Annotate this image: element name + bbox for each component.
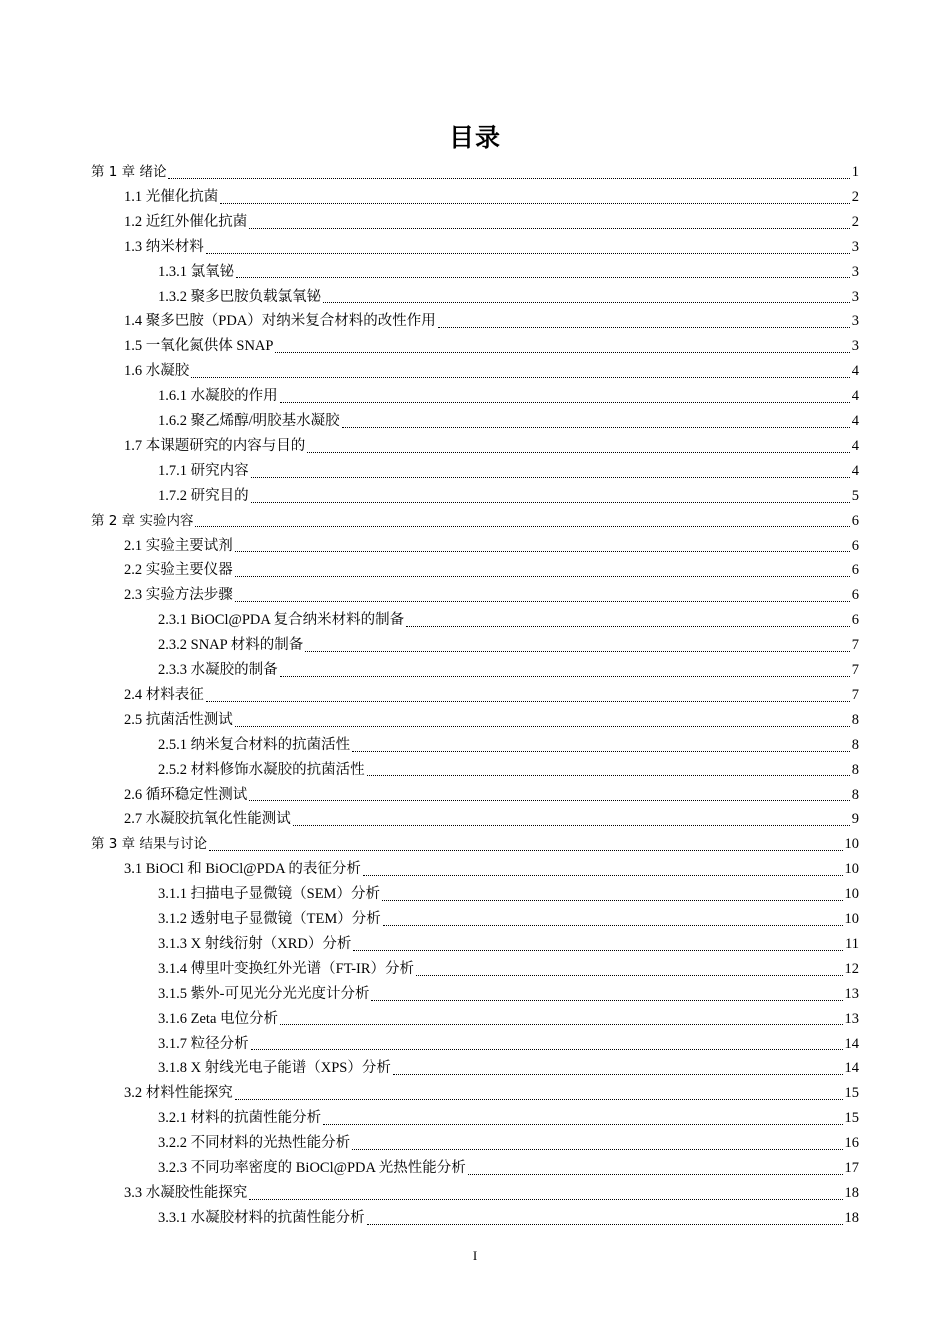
toc-entry[interactable]: [158, 1156, 859, 1181]
toc-entry-label: 1.3.2 聚多巴胺负载氯氧铋: [158, 288, 322, 305]
toc-entry-page: 10: [844, 836, 859, 853]
toc-entry-label: 2.3.1 BiOCl@PDA 复合纳米材料的制备: [158, 612, 405, 629]
toc-dot-leader: [206, 253, 850, 254]
toc-entry[interactable]: [158, 633, 859, 658]
toc-entry-page: 7: [851, 637, 859, 654]
toc-entry-page: 11: [845, 935, 859, 952]
toc-dot-leader: [191, 377, 850, 378]
toc-entry-page: 4: [851, 462, 859, 479]
toc-dot-leader: [468, 1174, 843, 1175]
toc-entry-label: 1.6.1 水凝胶的作用: [158, 388, 278, 405]
toc-entry-label: 3.1.5 紫外-可见光分光光度计分析: [158, 985, 370, 1002]
toc-entry-page: 8: [851, 711, 859, 728]
toc-dot-leader: [352, 1149, 842, 1150]
toc-entry-page: 6: [851, 587, 859, 604]
toc-entry-label: 3.2.2 不同材料的光热性能分析: [158, 1135, 351, 1152]
toc-entry-label: 2.5 抗菌活性测试: [124, 711, 233, 728]
toc-entry-page: 6: [851, 612, 859, 629]
toc-entry-page: 3: [851, 288, 859, 305]
toc-dot-leader: [195, 526, 849, 527]
toc-entry[interactable]: [124, 359, 859, 384]
toc-entry-page: 7: [851, 686, 859, 703]
toc-dot-leader: [383, 925, 843, 926]
toc-entry-label: 3.1.8 X 射线光电子能谱（XPS）分析: [158, 1060, 391, 1077]
toc-entry[interactable]: [158, 608, 859, 633]
toc-entry-label: 3.1.2 透射电子显微镜（TEM）分析: [158, 911, 381, 927]
toc-entry-page: 4: [851, 413, 859, 429]
toc-dot-leader: [342, 427, 850, 428]
toc-entry-label: 2.5.1 纳米复合材料的抗菌活性: [158, 736, 351, 753]
toc-entry-label: 1.1 光催化抗菌: [124, 188, 219, 205]
toc-entry-label: 3.1.3 X 射线衍射（XRD）分析: [158, 935, 352, 952]
toc-entry-label: 2.2 实验主要仪器: [124, 562, 233, 579]
toc-entry-label: 2.5.2 材料修饰水凝胶的抗菌活性: [158, 761, 365, 778]
toc-entry[interactable]: [124, 583, 859, 608]
toc-dot-leader: [367, 1224, 843, 1225]
toc-entry[interactable]: [158, 409, 859, 434]
footer-page-number: I: [472, 1248, 478, 1263]
toc-entry-label: 1.7 本课题研究的内容与目的: [124, 437, 306, 454]
toc-entry[interactable]: [124, 708, 859, 733]
toc-entry-label: 第 3 章 结果与讨论: [91, 836, 207, 853]
toc-entry-page: 13: [844, 985, 859, 1002]
toc-dot-leader: [363, 875, 843, 876]
toc-entry-label: 2.7 水凝胶抗氧化性能测试: [124, 811, 291, 828]
toc-entry[interactable]: [158, 1056, 859, 1081]
toc-entry-page: 3: [851, 313, 859, 330]
toc-entry[interactable]: [91, 832, 859, 857]
toc-dot-leader: [209, 850, 843, 851]
toc-dot-leader: [249, 228, 850, 229]
toc-entry-page: 13: [844, 1010, 859, 1027]
toc-entry-page: 6: [851, 537, 859, 554]
toc-entry-label: 2.3.3 水凝胶的制备: [158, 662, 278, 678]
toc-entry-label: 2.4 材料表征: [124, 686, 204, 703]
toc-entry[interactable]: [158, 957, 859, 982]
toc-entry-page: 4: [851, 388, 859, 405]
toc-entry-label: 2.6 循环稳定性测试: [124, 786, 248, 803]
toc-entry-page: 12: [844, 960, 859, 977]
toc-entry[interactable]: [124, 434, 859, 459]
toc-entry-label: 3.3 水凝胶性能探究: [124, 1184, 248, 1201]
toc-dot-leader: [382, 900, 843, 901]
toc-entry[interactable]: [158, 1106, 859, 1131]
toc-dot-leader: [235, 726, 850, 727]
toc-entry[interactable]: [158, 459, 859, 484]
toc-dot-leader: [251, 1049, 843, 1050]
toc-entry[interactable]: [124, 558, 859, 583]
toc-entry-label: 1.6 水凝胶: [124, 363, 190, 380]
toc-entry[interactable]: [124, 1181, 859, 1206]
toc-entry-label: 1.2 近红外催化抗菌: [124, 213, 248, 230]
toc-entry[interactable]: [158, 1032, 859, 1057]
toc-entry[interactable]: [158, 384, 859, 409]
toc-entry-label: 1.6.2 聚乙烯醇/明胶基水凝胶: [158, 413, 340, 429]
toc-entry-page: 3: [851, 238, 859, 255]
toc-entry[interactable]: [158, 658, 859, 683]
toc-entry-page: 10: [844, 911, 859, 927]
toc-entry-page: 7: [851, 662, 859, 678]
toc-entry-label: 1.4 聚多巴胺（PDA）对纳米复合材料的改性作用: [124, 313, 436, 330]
toc-entry[interactable]: [158, 1007, 859, 1032]
toc-dot-leader: [353, 950, 843, 951]
toc-entry-label: 3.1.1 扫描电子显微镜（SEM）分析: [158, 886, 380, 903]
toc-entry-label: 2.1 实验主要试剂: [124, 537, 233, 554]
toc-entry-label: 1.7.2 研究目的: [158, 487, 249, 504]
toc-dot-leader: [275, 352, 849, 353]
toc-entry[interactable]: [158, 1131, 859, 1156]
toc-dot-leader: [235, 1099, 843, 1100]
toc-entry-page: 18: [844, 1209, 859, 1226]
toc-entry-page: 16: [844, 1135, 859, 1152]
toc-entry[interactable]: [124, 857, 859, 882]
toc-entry-page: 6: [851, 562, 859, 579]
toc-entry-page: 8: [851, 786, 859, 803]
toc-entry-label: 3.3.1 水凝胶材料的抗菌性能分析: [158, 1209, 365, 1226]
toc-entry-page: 8: [851, 761, 859, 778]
toc-entry-label: 1.5 一氧化氮供体 SNAP: [124, 338, 274, 355]
toc-entry[interactable]: [158, 484, 859, 509]
toc-entry-page: 10: [844, 886, 859, 903]
toc-dot-leader: [249, 800, 850, 801]
toc-entry[interactable]: [158, 260, 859, 285]
toc-dot-leader: [323, 302, 850, 303]
toc-entry-page: 3: [851, 338, 859, 355]
toc-dot-leader: [251, 477, 850, 478]
toc-entry-page: 14: [844, 1035, 859, 1052]
toc-entry-page: 1: [851, 164, 859, 180]
toc-entry[interactable]: [158, 733, 859, 758]
toc-dot-leader: [235, 576, 850, 577]
toc-dot-leader: [235, 551, 850, 552]
toc-entry[interactable]: [158, 882, 859, 907]
toc-entry[interactable]: [158, 932, 859, 957]
toc-entry[interactable]: [158, 907, 859, 932]
toc-entry-page: 14: [844, 1060, 859, 1077]
toc-dot-leader: [249, 1199, 842, 1200]
toc-entry-page: 2: [851, 188, 859, 205]
toc-dot-leader: [220, 203, 850, 204]
toc-entry[interactable]: [124, 683, 859, 708]
toc-entry-page: 9: [851, 811, 859, 828]
toc-dot-leader: [235, 601, 850, 602]
toc-entry[interactable]: [124, 235, 859, 260]
toc-dot-leader: [438, 327, 850, 328]
toc-entry-label: 3.2.3 不同功率密度的 BiOCl@PDA 光热性能分析: [158, 1160, 466, 1176]
toc-entry-label: 3.1.6 Zeta 电位分析: [158, 1010, 279, 1027]
toc-dot-leader: [371, 1000, 842, 1001]
toc-entry-page: 17: [844, 1160, 859, 1176]
toc-entry[interactable]: [158, 982, 859, 1007]
toc-entry-label: 3.1.4 傅里叶变换红外光谱（FT-IR）分析: [158, 960, 415, 977]
toc-dot-leader: [323, 1124, 842, 1125]
toc-entry-label: 1.3.1 氯氧铋: [158, 263, 235, 280]
toc-entry-label: 2.3.2 SNAP 材料的制备: [158, 637, 304, 654]
toc-dot-leader: [280, 676, 850, 677]
toc-entry[interactable]: [124, 534, 859, 559]
toc-dot-leader: [236, 277, 850, 278]
toc-entry-page: 18: [844, 1184, 859, 1201]
toc-dot-leader: [280, 1024, 842, 1025]
toc-dot-leader: [367, 775, 850, 776]
toc-dot-leader: [251, 502, 850, 503]
toc-dot-leader: [206, 701, 850, 702]
toc-dot-leader: [352, 751, 850, 752]
toc-entry[interactable]: [124, 210, 859, 235]
toc-entry-label: 1.3 纳米材料: [124, 238, 204, 255]
toc-entry-page: 15: [844, 1110, 859, 1127]
toc-entry-page: 4: [851, 363, 859, 380]
toc-entry-label: 第 1 章 绪论: [91, 164, 167, 180]
toc-entry[interactable]: [124, 807, 859, 832]
toc-entry-page: 2: [851, 213, 859, 230]
toc-entry[interactable]: [124, 185, 859, 210]
toc-entry-label: 2.3 实验方法步骤: [124, 587, 233, 604]
toc-dot-leader: [416, 975, 842, 976]
toc-dot-leader: [293, 825, 850, 826]
toc-entry-page: 6: [851, 512, 859, 529]
toc-dot-leader: [406, 626, 850, 627]
toc-dot-leader: [307, 452, 850, 453]
toc-entry-label: 3.2 材料性能探究: [124, 1085, 233, 1102]
toc-entry-page: 5: [851, 487, 859, 504]
toc-dot-leader: [393, 1074, 843, 1075]
toc-entry-label: 3.1 BiOCl 和 BiOCl@PDA 的表征分析: [124, 861, 361, 878]
toc-entry-label: 3.2.1 材料的抗菌性能分析: [158, 1110, 322, 1127]
toc-entry-label: 3.1.7 粒径分析: [158, 1035, 249, 1052]
page-title: 目录: [448, 123, 501, 152]
toc-dot-leader: [168, 178, 849, 179]
toc-entry-page: 4: [851, 437, 859, 454]
toc-entry[interactable]: [91, 160, 859, 185]
toc-entry[interactable]: [158, 758, 859, 783]
toc-entry[interactable]: [124, 783, 859, 808]
toc-entry[interactable]: [91, 509, 859, 534]
toc-entry-page: 10: [844, 861, 859, 878]
toc-entry[interactable]: [158, 285, 859, 310]
toc-entry[interactable]: [158, 1206, 859, 1231]
toc-dot-leader: [305, 651, 849, 652]
toc-entry-label: 1.7.1 研究内容: [158, 462, 249, 479]
toc-entry-page: 15: [844, 1085, 859, 1102]
toc-entry-page: 3: [851, 263, 859, 280]
toc-entry-label: 第 2 章 实验内容: [91, 512, 194, 529]
toc-dot-leader: [280, 402, 850, 403]
toc-entry[interactable]: [124, 309, 859, 334]
toc-entry-page: 8: [851, 736, 859, 753]
toc-entry[interactable]: [124, 1081, 859, 1106]
toc-entry[interactable]: [124, 334, 859, 359]
